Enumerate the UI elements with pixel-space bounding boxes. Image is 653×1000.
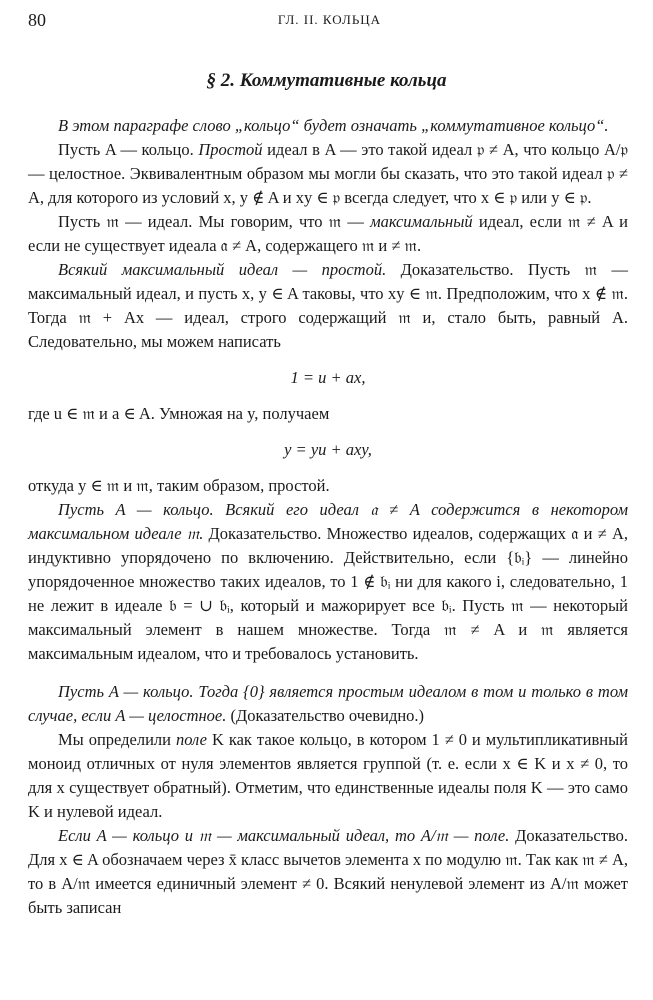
text-run: Доказательство. Для x ∈ A обозначаем через x̄ класс вычетов элемента x по модулю 𝔪. Так как 𝔪 ≠ A, то в A/𝔪 имеется единичный элемент ≠ 0. Всякий ненулевой элемент из A/𝔪 может быть записан	[28, 826, 628, 917]
running-title: ГЛ. II. КОЛЬЦА	[277, 12, 382, 27]
text-run: Доказательство. Пусть 𝔪 — максимальный идеал, и пусть x, y ∈ A таковы, что xy ∈ 𝔪. Предположим, что x ∉ 𝔪. Тогда 𝔪 + Ax — идеал, строго содержащий 𝔪 и, стало быть, равный A. Следовательно, мы можем написать	[28, 260, 628, 351]
paragraph	[28, 402, 628, 426]
italic-text: Простой	[198, 140, 263, 159]
text-run: K как такое кольцо, в котором 1 ≠ 0 и мультипликативный моноид отличных от нуля элементов является группой (т. е. если x ∈ K и x ≠ 0, то для x существует обратный). Отметим, что единственные идеалы поля K — это само K и нулевой идеал.	[28, 730, 628, 821]
text-run: Пусть 𝔪 — идеал. Мы говорим, что 𝔪 —	[58, 212, 371, 231]
italic-text: поле	[175, 730, 207, 749]
text-run: Мы определили	[58, 730, 176, 749]
paragraph	[28, 258, 628, 354]
paragraph	[28, 680, 628, 728]
page-number: 80	[28, 10, 46, 30]
italic-text: Пусть A — кольцо. Тогда {0} является простым идеалом в том и только в том случае, если A — целостное.	[28, 682, 628, 725]
text-run: Пусть A — кольцо.	[58, 140, 199, 159]
paragraph	[28, 728, 628, 824]
section-title: § 2. Коммутативные кольца	[206, 70, 447, 91]
paragraph	[28, 498, 628, 666]
italic-text: Если A — кольцо и 𝔪 — максимальный идеал, то A/𝔪 — поле.	[58, 826, 510, 845]
paragraph	[28, 474, 628, 498]
text-run: идеал, если 𝔪 ≠ A и если не существует идеала 𝔞 ≠ A, содержащего 𝔪 и ≠ 𝔪.	[28, 212, 628, 255]
page-body	[28, 114, 628, 920]
text-run: (Доказательство очевидно.)	[226, 706, 425, 725]
paragraph	[28, 138, 628, 210]
paragraph	[28, 114, 628, 138]
text-run: идеал в A — это такой идеал 𝔭 ≠ A, что кольцо A/𝔭 — целостное. Эквивалентным образом мы могли бы сказать, что это такой идеал 𝔭 ≠ A, для которого из условий x, y ∉ A и xy ∈ 𝔭 всегда следует, что x ∈ 𝔭 или y ∈ 𝔭.	[28, 140, 628, 207]
italic-text: Пусть A — кольцо. Всякий его идеал 𝔞 ≠ A содержится в некотором максимальном идеале 𝔪.	[28, 500, 628, 543]
paragraph	[28, 210, 628, 258]
text-run: откуда y ∈ 𝔪 и 𝔪, таким образом, простой.	[28, 476, 330, 495]
italic-text: Всякий максимальный идеал — простой.	[58, 260, 387, 279]
text-run: Доказательство. Множество идеалов, содержащих 𝔞 и ≠ A, индуктивно упорядочено по включению. Действительно, если {𝔟ᵢ} — линейно упорядоченное множество таких идеалов, то 1 ∉ 𝔟ᵢ ни для какого i, следовательно, 1 не лежит в идеале 𝔟 = ∪ 𝔟ᵢ, который и мажорирует все 𝔟ᵢ. Пусть 𝔪 — некоторый максимальный элемент в нашем множестве. Тогда 𝔪 ≠ A и 𝔪 является максимальным идеалом, что и требовалось установить.	[28, 524, 628, 663]
page-header	[28, 10, 631, 32]
italic-text: максимальный	[370, 212, 473, 231]
paragraph	[28, 824, 628, 920]
italic-text: В этом параграфе слово „кольцо“ будет означать „коммутативное кольцо“.	[58, 116, 609, 135]
text-run: где u ∈ 𝔪 и a ∈ A. Умножая на y, получаем	[28, 404, 330, 423]
equation: y = yu + axy,	[284, 440, 372, 459]
equation: 1 = u + ax,	[290, 368, 366, 387]
